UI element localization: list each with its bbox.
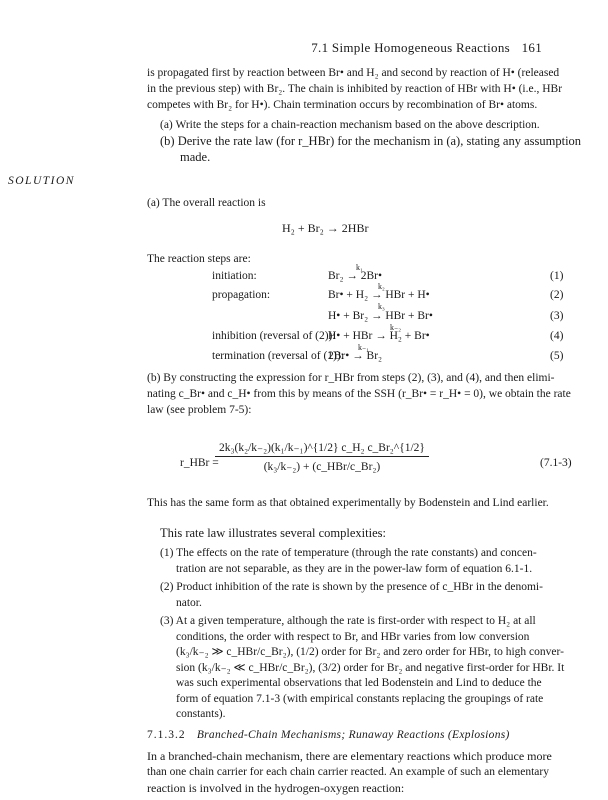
overall-reaction: H₂ + Br₂ → 2HBr bbox=[282, 221, 369, 235]
intro-line-2: in the previous step) with Br₂. The chain is inhibited by reaction of HBr with H• (i.e., HBr bbox=[147, 83, 563, 95]
step-label: termination (reversal of (1)): bbox=[212, 350, 344, 362]
solution-label: SOLUTION bbox=[8, 175, 75, 187]
rate-constant: k₂ bbox=[378, 282, 385, 291]
step-number: (1) bbox=[550, 270, 564, 282]
item-line: was such experimental observations that led Bodenstein and Lind to deduce the bbox=[176, 677, 542, 689]
equation-lhs: r_HBr = bbox=[180, 457, 219, 469]
part-b-line-2: nating c_Br• and c_H• from this by means of the SSH (r_Br• = r_H• = 0), we obtain the rate bbox=[147, 388, 571, 400]
intro-line-1: is propagated first by reaction between Br• and H₂ and second by reaction of H• (released bbox=[147, 67, 560, 79]
steps-intro: The reaction steps are: bbox=[147, 253, 251, 265]
item-line: (k₃/k₋₂ ≫ c_HBr/c_Br₂), (1/2) order for Br₂ and zero order for HBr, to high conver- bbox=[176, 646, 564, 658]
equation-denominator: (k₃/k₋₂) + (c_HBr/c_Br₂) bbox=[263, 461, 381, 473]
complexities-intro: This rate law illustrates several complexities: bbox=[160, 526, 386, 540]
running-title: 7.1 Simple Homogeneous Reactions bbox=[311, 40, 511, 55]
step-number: (5) bbox=[550, 350, 564, 362]
rate-constant: k₋₁ bbox=[358, 343, 370, 352]
part-b-line-1: (b) By constructing the expression for r_HBr from steps (2), (3), and (4), and then elimi- bbox=[147, 372, 555, 384]
task-b-label: (b) bbox=[160, 134, 175, 148]
item-line: sion (k₃/k₋₂ ≪ c_HBr/c_Br₂), (3/2) order for Br₂ and negative first-order for HBr. It bbox=[176, 661, 565, 674]
branched-line-1: In a branched-chain mechanism, there are elementary reactions which produce more bbox=[147, 749, 552, 763]
rate-constant: k₃ bbox=[378, 302, 385, 311]
intro-line-3: competes with Br₂ for H•). Chain termination occurs by recombination of Br• atoms. bbox=[147, 99, 538, 111]
item-line: nator. bbox=[176, 596, 202, 609]
item-line: The effects on the rate of temperature (through the rate constants) and concen- bbox=[176, 547, 537, 559]
item-number: (1) bbox=[160, 547, 174, 559]
task-b-cont: made. bbox=[180, 150, 211, 164]
step-reaction: Br₂ → 2Br• bbox=[328, 270, 383, 282]
item-number: (3) bbox=[160, 615, 174, 627]
page-number: 161 bbox=[521, 40, 542, 55]
equation-numerator: 2k₃(k₂/k₋₂)(k₁/k₋₁)^{1/2} c_H₂ c_Br₂^{1/2} bbox=[215, 440, 429, 457]
list-item bbox=[160, 546, 537, 577]
part-b-line-3: law (see problem 7-5): bbox=[147, 404, 252, 416]
step-label: inhibition (reversal of (2)): bbox=[212, 330, 336, 342]
step-label: propagation: bbox=[212, 289, 271, 301]
step-number: (2) bbox=[550, 289, 564, 301]
section-title: Branched-Chain Mechanisms; Runaway Reactions (Explosions) bbox=[196, 729, 510, 741]
step-reaction: Br• + H₂ → HBr + H• bbox=[328, 289, 430, 301]
task-a-text: Write the steps for a chain-reaction mechanism based on the above description. bbox=[175, 119, 540, 131]
part-b-after: This has the same form as that obtained experimentally by Bodenstein and Lind earlier. bbox=[147, 497, 549, 509]
rate-constant: k₋₂ bbox=[390, 323, 402, 332]
item-line: At a given temperature, although the rate is first-order with respect to H₂ at all bbox=[175, 615, 536, 627]
rate-constant: k₁ bbox=[356, 263, 363, 272]
item-line: constants). bbox=[176, 708, 226, 720]
step-reaction: 2Br• → Br₂ bbox=[328, 350, 383, 362]
branched-line-3: reaction is involved in the hydrogen-oxygen reaction: bbox=[147, 781, 405, 795]
list-item bbox=[160, 614, 564, 723]
branched-line-2: than one chain carrier for each chain carrier reacted. An example of such an elementary bbox=[147, 766, 549, 778]
step-reaction: H• + Br₂ → HBr + Br• bbox=[328, 310, 433, 322]
item-line: tration are not separable, as they are in the power-law form of equation 6.1-1. bbox=[176, 562, 533, 575]
task-b-text: Derive the rate law (for r_HBr) for the mechanism in (a), stating any assumption bbox=[177, 134, 582, 148]
item-line: Product inhibition of the rate is shown by the presence of c_HBr in the denomi- bbox=[176, 581, 543, 593]
item-line: conditions, the order with respect to Br, and HBr varies from low conversion bbox=[176, 630, 530, 643]
task-b bbox=[160, 134, 581, 150]
section-number: 7.1.3.2 bbox=[147, 729, 186, 741]
rate-law-fraction bbox=[215, 440, 429, 473]
step-number: (4) bbox=[550, 330, 564, 342]
item-number: (2) bbox=[160, 581, 174, 593]
step-label: initiation: bbox=[212, 270, 257, 282]
step-number: (3) bbox=[550, 310, 564, 322]
part-a-intro: (a) The overall reaction is bbox=[147, 197, 266, 209]
item-line: form of equation 7.1-3 (with empirical constants replacing the groupings of rate bbox=[176, 692, 544, 705]
task-a bbox=[160, 118, 540, 134]
list-item bbox=[160, 580, 543, 611]
equation-number: (7.1-3) bbox=[540, 457, 572, 469]
step-reaction: H• + HBr → H₂ + Br• bbox=[328, 330, 430, 342]
running-header bbox=[311, 40, 542, 56]
task-a-label: (a) bbox=[160, 119, 173, 131]
section-heading bbox=[147, 729, 510, 741]
